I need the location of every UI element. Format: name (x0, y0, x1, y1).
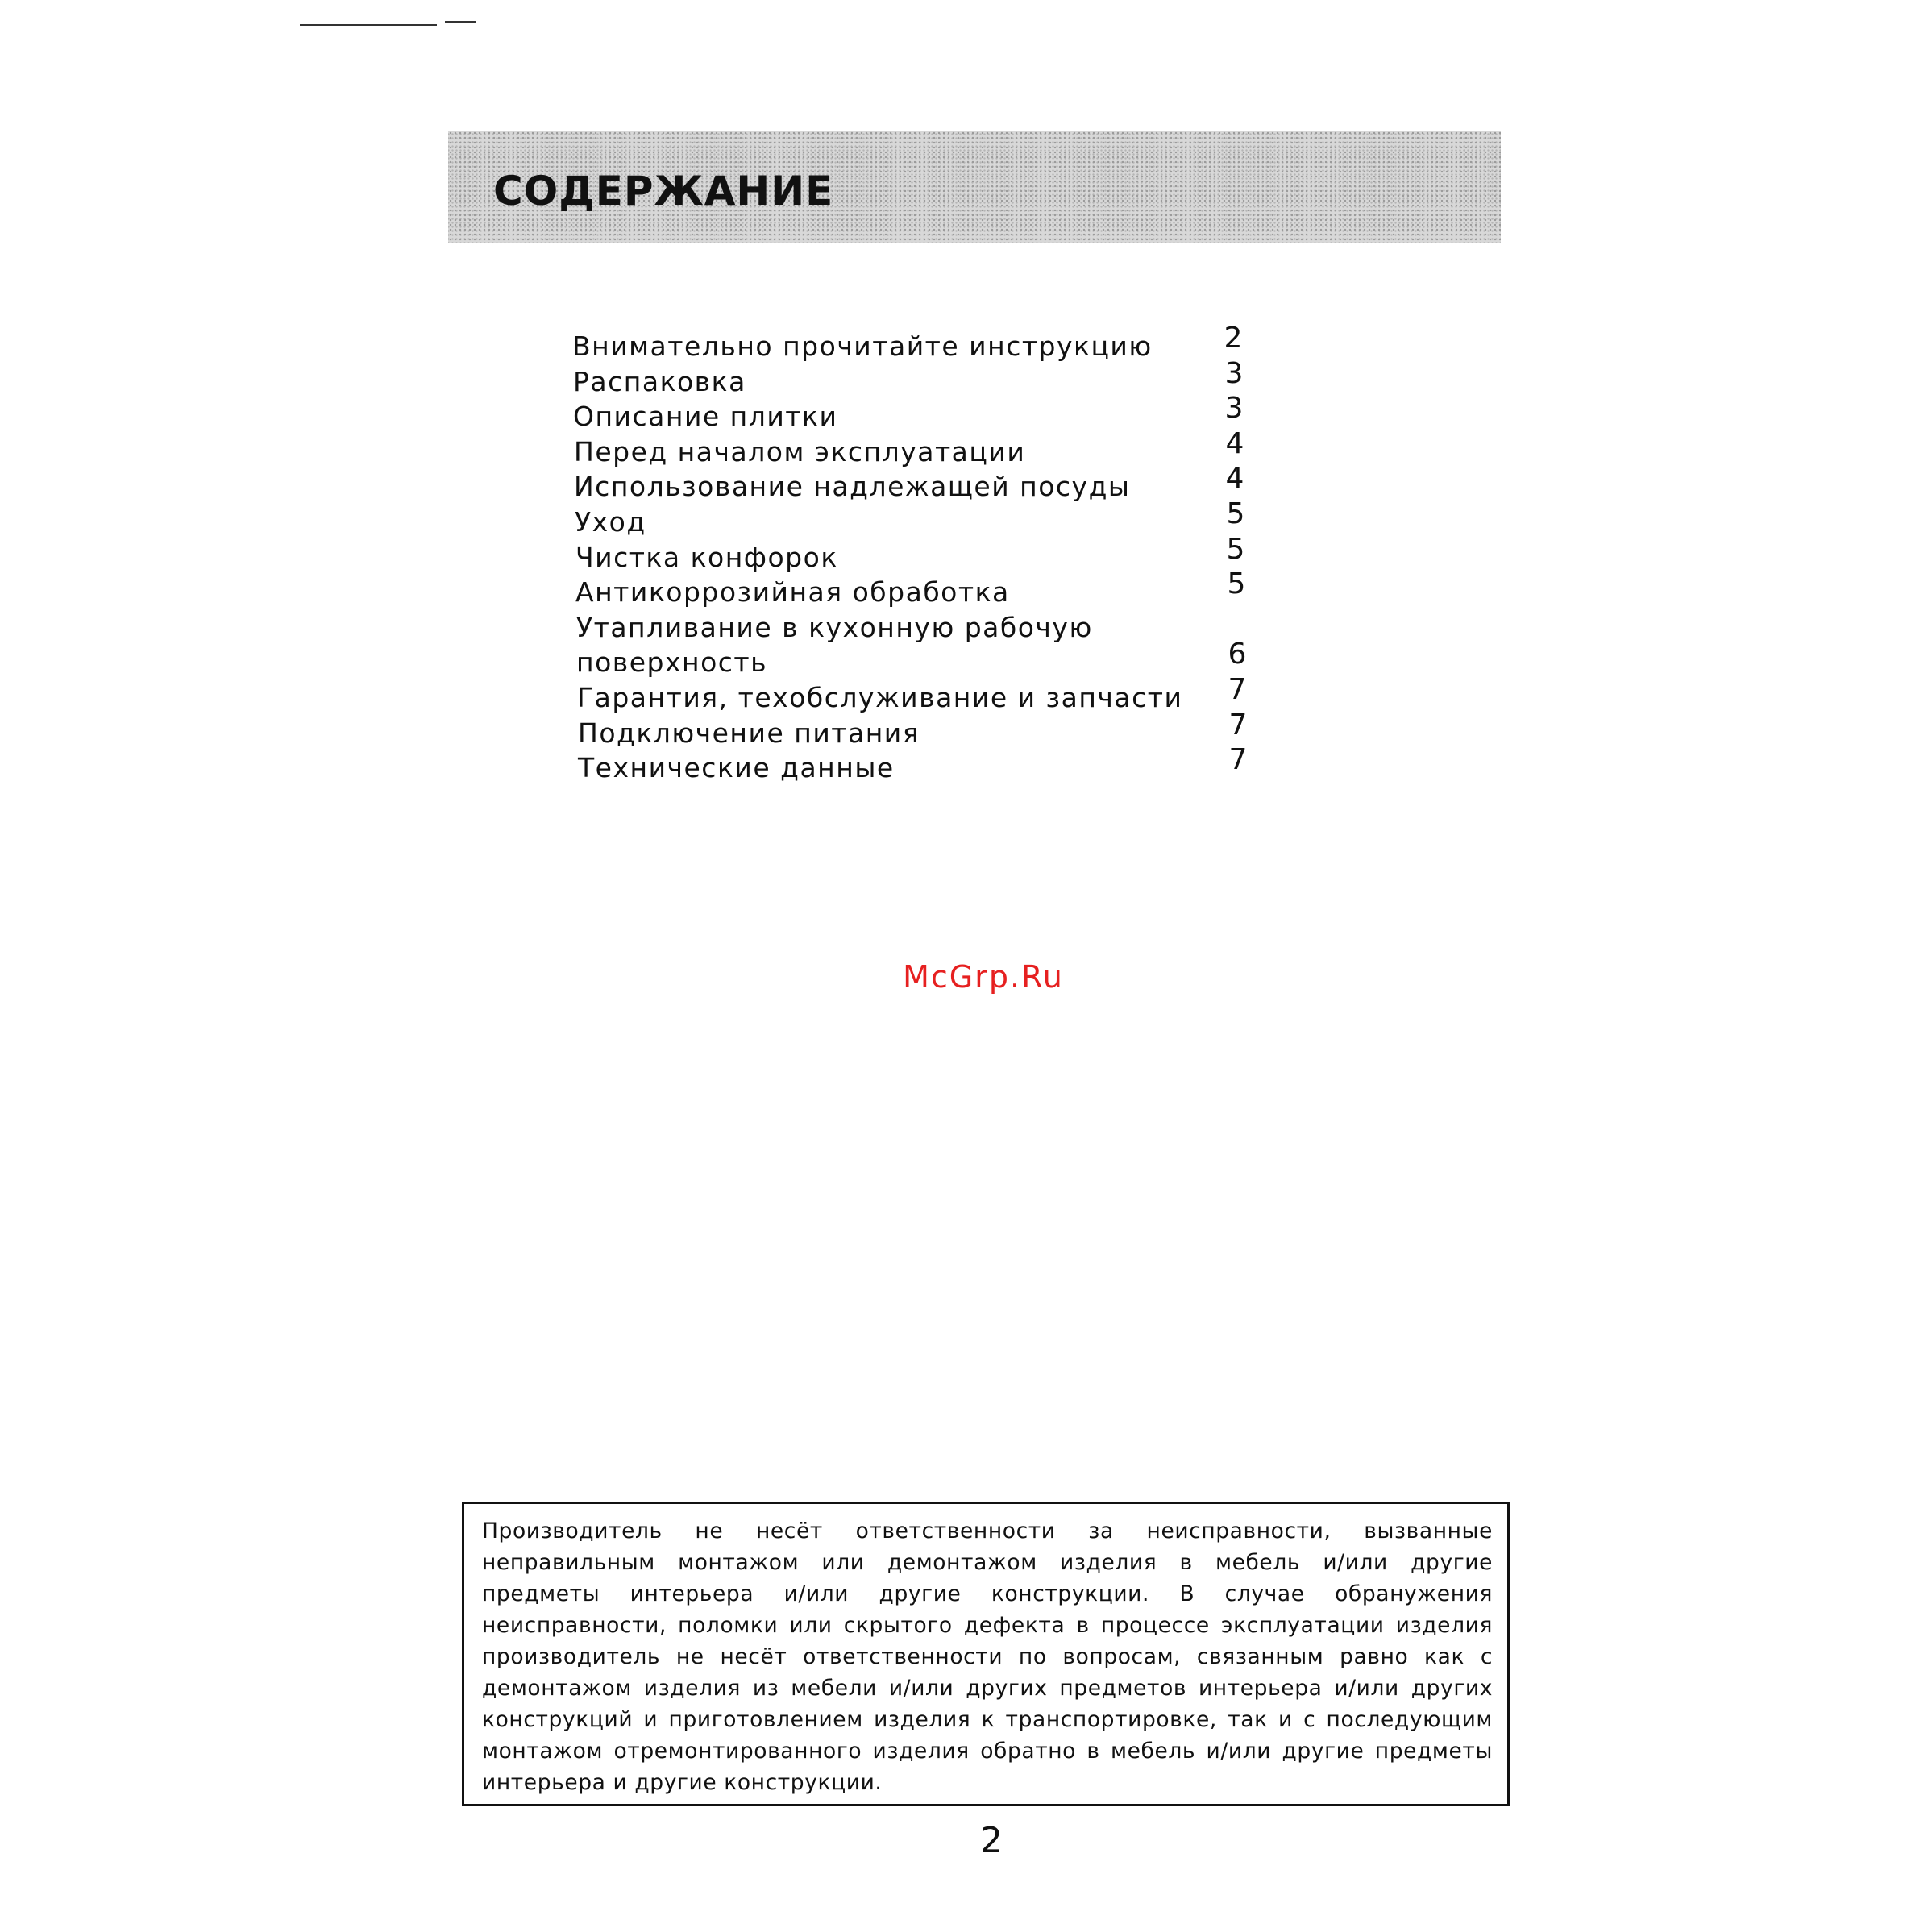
toc-entry-label: Перед началом эксплуатации (574, 436, 1026, 467)
toc-entry-label: Описание плитки (573, 401, 838, 432)
toc-entry-page: 7 (1228, 743, 1248, 776)
toc-entry-label: Технические данные (578, 752, 895, 783)
toc-entry-page: 7 (1228, 673, 1247, 706)
toc-entry-label: Внимательно прочитайте инструкцию (572, 330, 1153, 362)
toc-entry-page: 5 (1226, 497, 1245, 530)
watermark: McGrp.Ru (903, 959, 1064, 995)
page-title: СОДЕРЖАНИЕ (493, 168, 834, 214)
page-number: 2 (980, 1820, 1003, 1861)
toc-entry-page: 5 (1226, 533, 1245, 566)
toc-entry-page: 3 (1224, 392, 1244, 425)
toc-entry-label: Утапливание в кухонную рабочую (576, 612, 1093, 643)
toc-entry-page: 6 (1228, 638, 1247, 671)
toc-entry-label: поверхность (576, 646, 768, 678)
toc-entry-page: 5 (1227, 567, 1246, 600)
toc-entry-label: Подключение питания (578, 717, 920, 749)
toc-entry-page: 4 (1225, 462, 1244, 495)
toc-entry-page: 4 (1225, 427, 1244, 460)
scan-artifact-line (300, 24, 437, 26)
toc-entry-label: Гарантия, техобслуживание и запчасти (577, 682, 1183, 713)
toc-entry-label: Распаковка (573, 366, 746, 397)
toc-entry-label: Антикоррозийная обработка (575, 576, 1010, 608)
toc-entry-label: Использование надлежащей посуды (574, 471, 1131, 502)
toc-entry-label: Уход (575, 506, 646, 538)
toc-entry-page: 2 (1224, 322, 1243, 355)
scan-artifact-line (445, 21, 476, 23)
toc-entry-label: Чистка конфорок (575, 542, 838, 573)
toc-entry-page: 7 (1228, 708, 1248, 742)
disclaimer-box (462, 1502, 1510, 1806)
toc-entry-page: 3 (1224, 357, 1244, 390)
disclaimer-text: Производитель не несёт ответственности за неисправности, вызванные неправильным монтажом или демонтажом изделия в мебель и/или другие предметы интерьера и/или другие конструкции. В случае обранужения неисправности, поломки или скрытого дефекта в процессе эксплуатации изделия производитель не несёт ответственности по вопросам, связанным равно как с демонтажом изделия из мебели и/или других предметов интерьера и/или других конструкций и приготовлением изделия к транспортировке, так и с последующим монтажом отремонтированного изделия обратно в мебель и/или другие предметы интерьера и другие конструкции. (482, 1519, 1493, 1795)
